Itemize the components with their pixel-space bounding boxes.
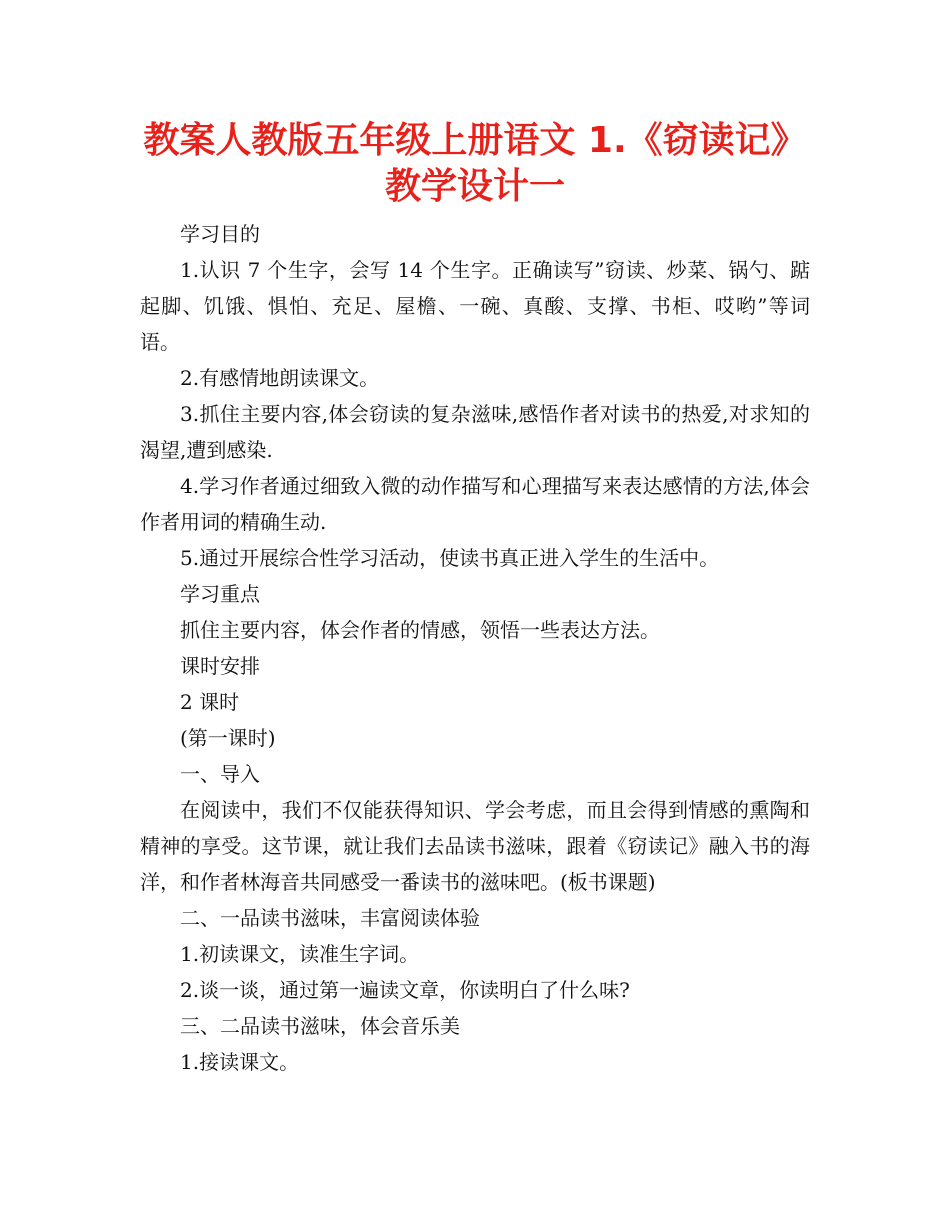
schedule-text: 2 课时: [180, 690, 240, 714]
first-reading-item-2: 2.谈一谈，通过第一遍读文章，你读明白了什么味?: [180, 978, 630, 1002]
lesson-label: (第一课时): [180, 726, 276, 750]
document-body: [140, 216, 810, 1080]
objective-5: 5.通过开展综合性学习活动，使读书真正进入学生的生活中。: [180, 546, 720, 570]
objective-4: 4.学习作者通过细致入微的动作描写和心理描写来表达感情的方法,体会作者用词的精确生动.: [140, 474, 810, 534]
section-heading-objectives: 学习目的: [180, 222, 260, 246]
section-heading-key-points: 学习重点: [180, 582, 260, 606]
section-heading-schedule: 课时安排: [180, 654, 260, 678]
document-title-line-1: 教案人教版五年级上册语文 1.《窃读记》: [143, 120, 807, 161]
document-title-line-2: 教学设计一: [384, 166, 565, 207]
objective-1: 1.认识 7 个生字，会写 14 个生字。正确读写”窃读、炒菜、锅勺、踮起脚、饥饿、惧怕、充足、屋檐、一碗、真酸、支撑、书柜、哎哟”等词语。: [140, 258, 810, 354]
step-heading-second-reading: 三、二品读书滋味，体会音乐美: [180, 1014, 460, 1038]
step-heading-first-reading: 二、一品读书滋味，丰富阅读体验: [180, 906, 480, 930]
intro-text: 在阅读中，我们不仅能获得知识、学会考虑，而且会得到情感的熏陶和精神的享受。这节课，就让我们去品读书滋味，跟着《窃读记》融入书的海洋，和作者林海音共同感受一番读书的滋味吧。(板书课题): [140, 798, 810, 894]
second-reading-item-1: 1.接读课文。: [180, 1050, 300, 1074]
objective-3: 3.抓住主要内容,体会窃读的复杂滋味,感悟作者对读书的热爱,对求知的渴望,遭到感染.: [140, 402, 810, 462]
document-title: [140, 118, 810, 210]
key-points-text: 抓住主要内容，体会作者的情感，领悟一些表达方法。: [180, 618, 660, 642]
first-reading-item-1: 1.初读课文，读准生字词。: [180, 942, 420, 966]
step-heading-intro: 一、导入: [180, 762, 260, 786]
objective-2: 2.有感情地朗读课文。: [180, 366, 380, 390]
